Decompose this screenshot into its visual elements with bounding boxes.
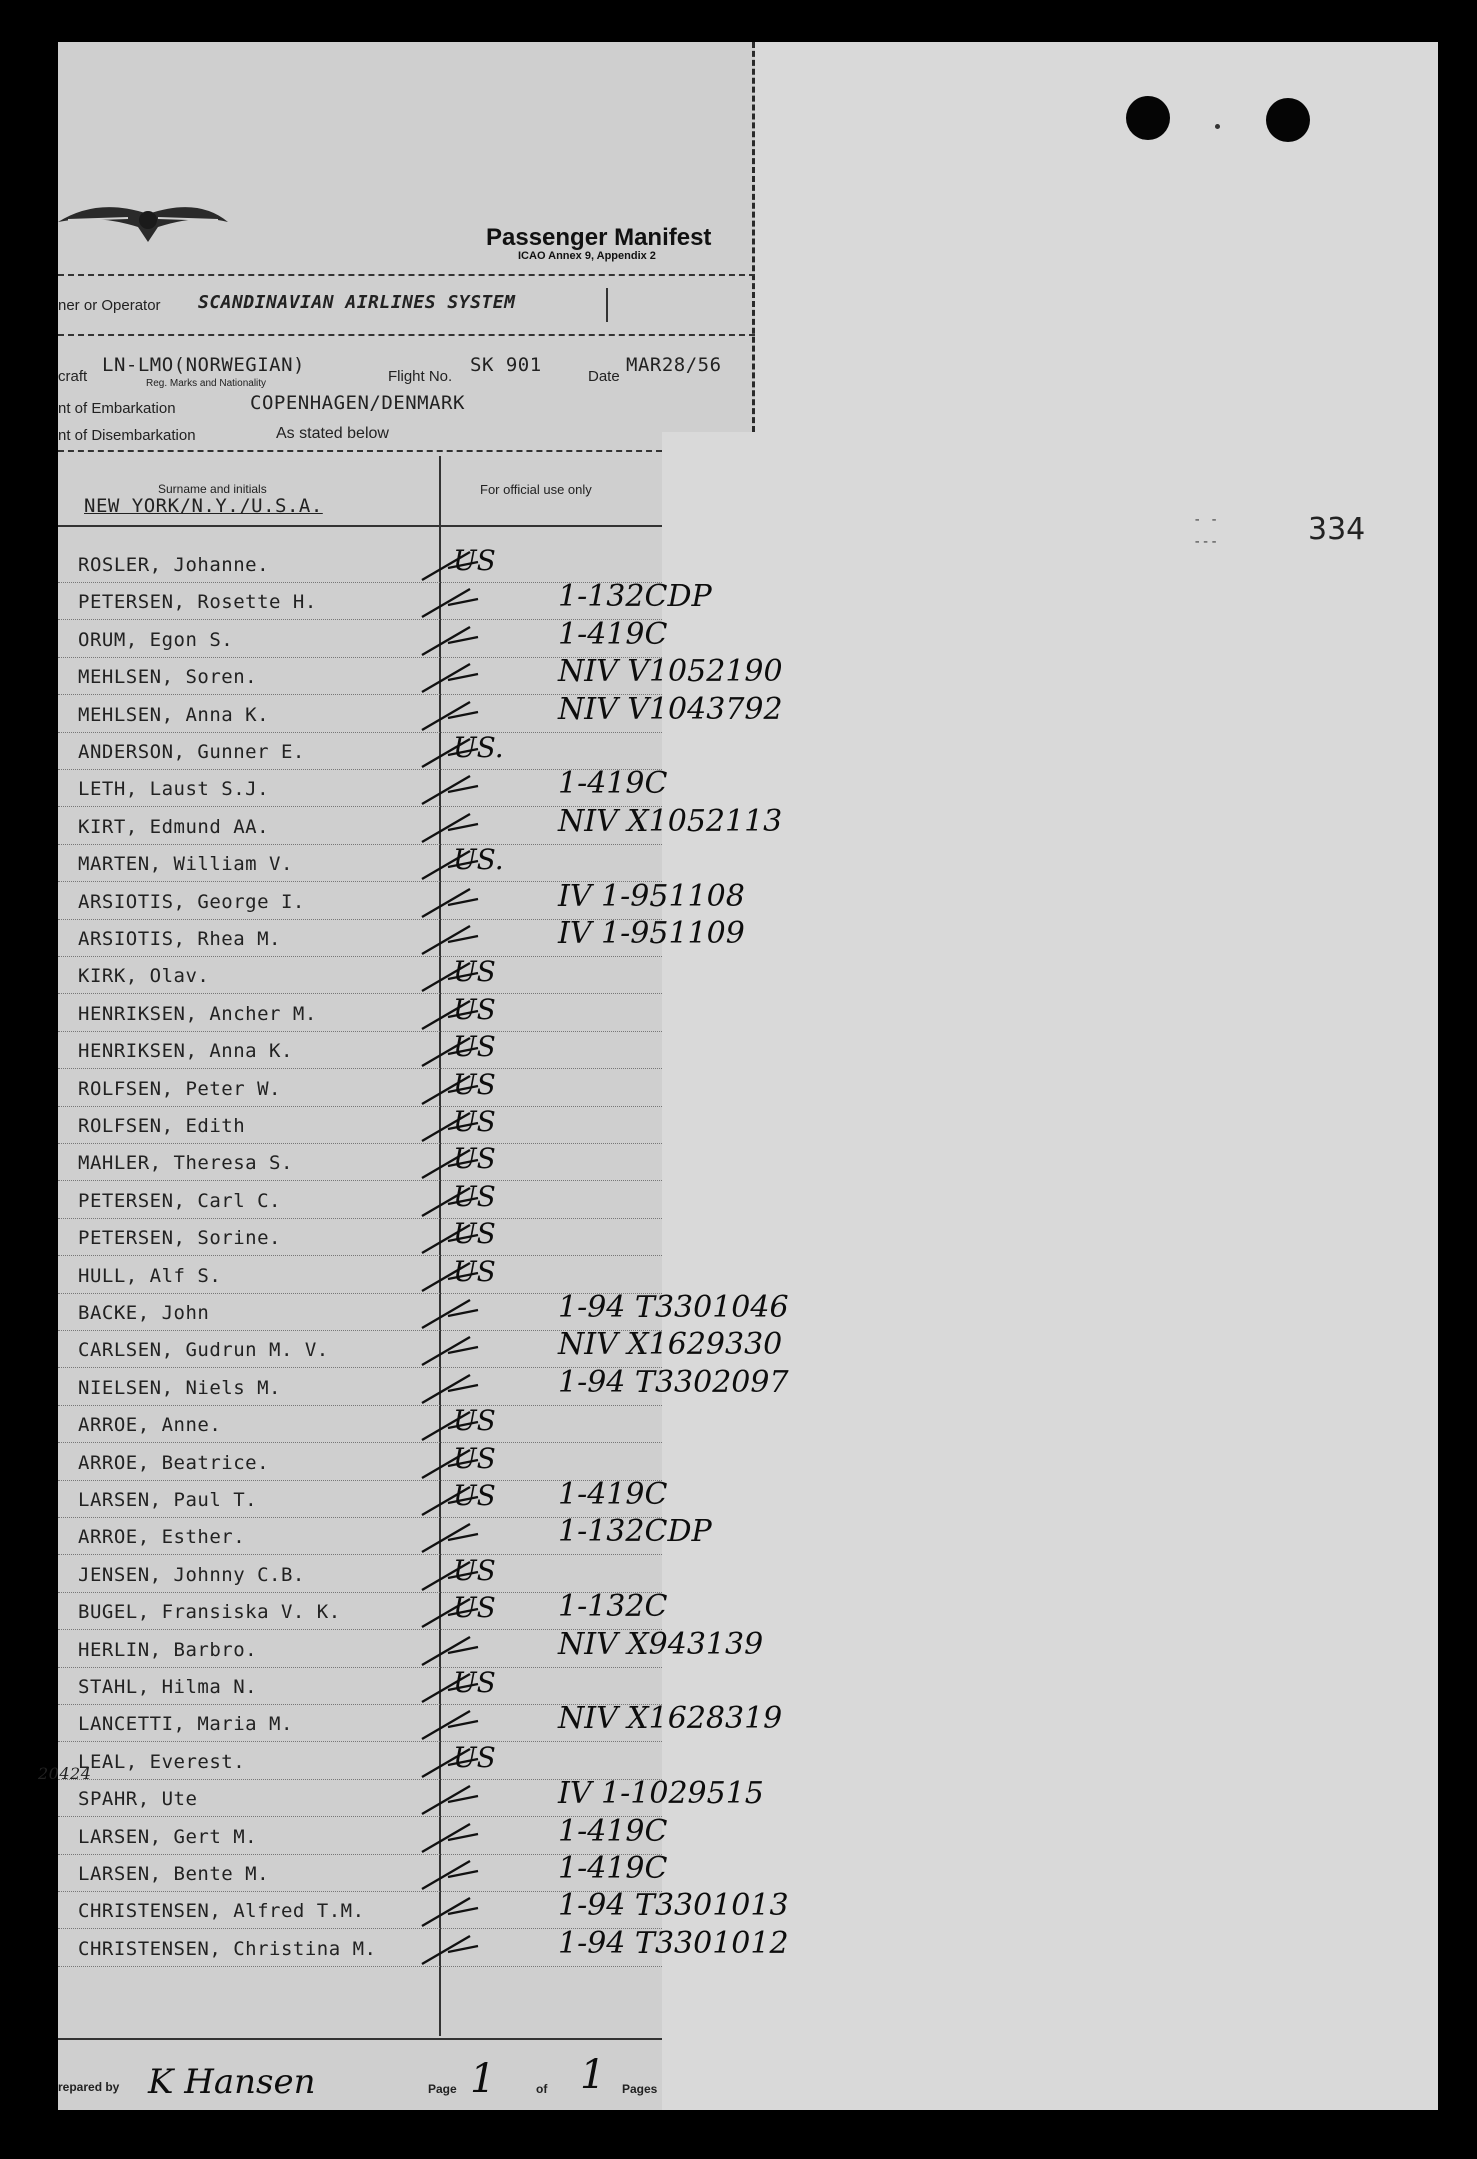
passenger-name: SPAHR, Ute [78, 1788, 198, 1811]
passenger-name: HENRIKSEN, Ancher M. [78, 1002, 317, 1025]
official-note: 1-94 T3302097 [558, 1364, 789, 1400]
check-mark-icon [418, 1932, 488, 1968]
check-mark-icon [418, 698, 488, 734]
speck [1215, 124, 1220, 129]
flight-value: SK 901 [470, 354, 542, 376]
official-note: IV 1-951109 [558, 916, 745, 951]
reg-marks-label: Reg. Marks and Nationality [146, 378, 267, 389]
official-mark: US [453, 1254, 496, 1288]
official-note: 1-419C [558, 1851, 668, 1886]
official-mark: US [453, 1067, 496, 1101]
flight-label: Flight No. [388, 368, 453, 385]
prepared-by-label: repared by [58, 2080, 120, 2094]
passenger-name: LEAL, Everest. [78, 1750, 246, 1773]
check-mark-icon [418, 885, 488, 921]
preparer-signature: K Hansen [148, 2062, 316, 2102]
official-note: NIV X1052113 [558, 803, 783, 839]
row-rule [58, 1554, 662, 1555]
row-rule [58, 1143, 662, 1144]
date-label: Date [588, 368, 620, 385]
official-mark: US [453, 1217, 496, 1251]
faint-mark: --- [1193, 534, 1219, 550]
check-mark-icon [418, 1296, 488, 1332]
official-mark: US [453, 992, 496, 1026]
of-value: 1 [580, 2052, 606, 2098]
official-mark: US [453, 1479, 496, 1512]
row-rule [58, 1255, 662, 1256]
check-mark-icon [418, 810, 488, 846]
form-rule [58, 274, 755, 276]
passenger-name: MAHLER, Theresa S. [78, 1152, 293, 1175]
passenger-name: MEHLSEN, Anna K. [78, 703, 270, 726]
official-note: 1-419C [558, 766, 668, 802]
pages-label: Pages [622, 2082, 658, 2096]
passenger-name: MEHLSEN, Soren. [78, 666, 258, 689]
form-rule [58, 334, 755, 336]
passenger-name: MARTEN, William V. [78, 853, 293, 876]
check-mark-icon [418, 1857, 488, 1893]
official-note: 1-132CDP [558, 579, 712, 615]
official-note: 1-419C [558, 1813, 668, 1849]
embarkation-value: COPENHAGEN/DENMARK [250, 392, 465, 414]
passenger-name: NIELSEN, Niels M. [78, 1376, 281, 1399]
passenger-name: CARLSEN, Gudrun M. V. [78, 1339, 329, 1362]
official-mark: US [453, 1553, 496, 1587]
check-mark-icon [418, 1333, 488, 1369]
of-label: of [536, 2082, 548, 2096]
official-note: NIV X1629330 [558, 1327, 783, 1363]
passenger-name: KIRT, Edmund AA. [78, 815, 270, 838]
passenger-name: CHRISTENSEN, Alfred T.M. [78, 1900, 365, 1923]
passenger-name: ANDERSON, Gunner E. [78, 741, 305, 763]
passenger-name: ROLFSEN, Peter W. [78, 1077, 281, 1100]
row-rule [58, 993, 662, 994]
passenger-name: ROLFSEN, Edith [78, 1115, 246, 1137]
official-note: 1-419C [558, 1477, 668, 1512]
check-mark-icon [418, 1633, 488, 1669]
passenger-name: LARSEN, Paul T. [78, 1489, 258, 1511]
passenger-name: LARSEN, Gert M. [78, 1825, 258, 1848]
disembarkation-value: As stated below [276, 425, 389, 442]
operator-value: SCANDINAVIAN AIRLINES SYSTEM [198, 292, 516, 313]
official-note: 1-94 T3301046 [558, 1290, 789, 1325]
passenger-name: CHRISTENSEN, Christina M. [78, 1937, 377, 1960]
row-rule [58, 732, 662, 733]
row-rule [58, 1180, 662, 1181]
official-mark: US [453, 1441, 496, 1475]
check-mark-icon [418, 772, 488, 808]
official-note: 1-94 T3301012 [558, 1925, 789, 1961]
column-name-header: Surname and initials [158, 482, 267, 496]
passenger-name: ARROE, Anne. [78, 1414, 222, 1437]
passenger-name: LETH, Laust S.J. [78, 778, 270, 801]
official-mark: US [453, 1404, 496, 1438]
passenger-name: BUGEL, Fransiska V. K. [78, 1601, 341, 1624]
official-note: NIV V1043792 [558, 691, 783, 727]
passenger-name: LANCETTI, Maria M. [78, 1713, 293, 1736]
row-rule [58, 956, 662, 957]
check-mark-icon [418, 660, 488, 696]
official-mark: US [453, 1666, 496, 1699]
manifest-title: Passenger Manifest [486, 224, 712, 251]
disembarkation-label: nt of Disembarkation [58, 427, 196, 444]
row-rule [58, 1741, 662, 1742]
row-rule [58, 1442, 662, 1443]
passenger-name: ARROE, Esther. [78, 1526, 246, 1549]
page-number: 334 [1308, 512, 1366, 547]
official-mark: US. [453, 843, 504, 877]
header-rule [58, 525, 662, 527]
check-mark-icon [418, 1820, 488, 1856]
passenger-name: PETERSEN, Rosette H. [78, 591, 317, 614]
check-mark-icon [418, 1894, 488, 1930]
manifest-subtitle: ICAO Annex 9, Appendix 2 [518, 250, 656, 262]
embarkation-label: nt of Embarkation [58, 400, 176, 417]
passenger-name: ROSLER, Johanne. [78, 554, 270, 576]
official-note: 1-132C [558, 1589, 668, 1625]
faint-mark: - - [1193, 512, 1219, 528]
official-note: IV 1-951108 [558, 878, 745, 914]
page-value: 1 [470, 2056, 496, 2102]
official-mark: US [453, 1030, 496, 1064]
official-note: 1-94 T3301013 [558, 1888, 789, 1924]
passenger-name: HULL, Alf S. [78, 1264, 222, 1287]
official-mark: US [453, 1591, 496, 1625]
check-mark-icon [418, 623, 488, 659]
official-note: NIV V1052190 [558, 654, 783, 690]
check-mark-icon [418, 922, 488, 958]
airline-logo-icon [58, 192, 228, 252]
row-rule [58, 1405, 662, 1406]
passenger-name: HENRIKSEN, Anna K. [78, 1040, 293, 1063]
official-mark: US [453, 955, 496, 989]
passenger-name: HERLIN, Barbro. [78, 1638, 258, 1661]
manifest-sheet [38, 42, 1438, 2110]
row-rule [58, 1966, 662, 1967]
check-mark-icon [418, 1707, 488, 1743]
punch-hole [1266, 98, 1310, 142]
official-mark: US [453, 1740, 496, 1774]
official-mark: US [453, 1105, 496, 1138]
check-mark-icon [418, 585, 488, 621]
aircraft-label: craft [58, 368, 88, 385]
official-note: IV 1-1029515 [558, 1776, 764, 1812]
margin-note: 20424 [38, 1764, 92, 1783]
official-mark: US [453, 544, 496, 577]
passenger-name: JENSEN, Johnny C.B. [78, 1563, 305, 1586]
page-label: Page [428, 2082, 457, 2096]
destination: NEW YORK/N.Y./U.S.A. [84, 495, 323, 517]
official-note: 1-419C [558, 616, 668, 652]
official-mark: US [453, 1179, 496, 1213]
official-mark: US. [453, 731, 504, 764]
row-rule [58, 1218, 662, 1219]
row-rule [58, 1667, 662, 1668]
official-mark: US [453, 1142, 496, 1176]
passenger-name: LARSEN, Bente M. [78, 1863, 270, 1885]
official-note: NIV X1628319 [558, 1701, 783, 1737]
official-note: NIV X943139 [558, 1626, 764, 1662]
passenger-name: ARROE, Beatrice. [78, 1451, 270, 1474]
field-divider [606, 288, 608, 322]
passenger-name: ORUM, Egon S. [78, 628, 234, 651]
passenger-name: PETERSEN, Sorine. [78, 1227, 281, 1250]
passenger-name: BACKE, John [78, 1302, 210, 1324]
aircraft-value: LN-LMO(NORWEGIAN) [102, 354, 305, 376]
check-mark-icon [418, 1371, 488, 1407]
row-rule [58, 1068, 662, 1069]
row-rule [58, 1031, 662, 1032]
punch-hole [1126, 96, 1170, 140]
column-official-header: For official use only [480, 482, 592, 497]
row-rule [58, 844, 662, 845]
date-value: MAR28/56 [626, 354, 722, 376]
passenger-name: STAHL, Hilma N. [78, 1676, 258, 1698]
official-note: 1-132CDP [558, 1514, 712, 1550]
check-mark-icon [418, 1782, 488, 1818]
operator-label: ner or Operator [58, 297, 161, 314]
passenger-name: ARSIOTIS, Rhea M. [78, 928, 281, 950]
footer-rule [58, 2038, 662, 2040]
row-rule [58, 1106, 662, 1107]
form-rule [58, 450, 662, 452]
passenger-name: PETERSEN, Carl C. [78, 1189, 281, 1212]
passenger-name: KIRK, Olav. [78, 965, 210, 988]
check-mark-icon [418, 1520, 488, 1556]
passenger-name: ARSIOTIS, George I. [78, 890, 305, 913]
